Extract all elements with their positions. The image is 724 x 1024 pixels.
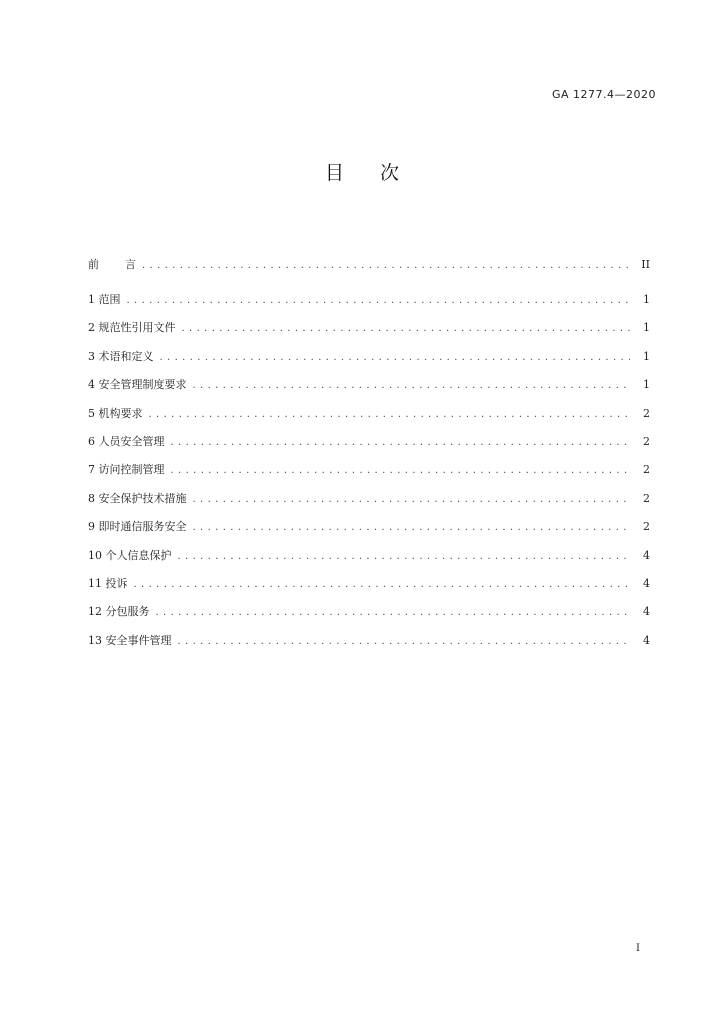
dot-leader — [156, 603, 631, 623]
toc-entry-label: 12 分包服务 — [88, 605, 150, 619]
page-number: I — [636, 943, 640, 954]
toc-entry-page: II — [641, 258, 650, 271]
table-of-contents — [88, 255, 650, 659]
dot-leader — [134, 575, 631, 595]
toc-entry-page: 1 — [643, 293, 650, 306]
dot-leader — [182, 319, 631, 339]
toc-entry-page: 2 — [643, 463, 650, 477]
toc-entry-terms[interactable] — [88, 347, 650, 375]
toc-entry-page: 1 — [643, 378, 650, 392]
toc-entry-label: 2 规范性引用文件 — [88, 321, 176, 335]
toc-entry-label: 1 范围 — [88, 293, 121, 306]
page-title — [0, 158, 724, 185]
dot-leader — [193, 376, 631, 396]
toc-entry-page: 4 — [643, 548, 650, 562]
toc-entry-label: 3 术语和定义 — [88, 349, 154, 363]
toc-entry-normative-references[interactable] — [88, 318, 650, 346]
title-part-1: 目 — [324, 162, 344, 184]
toc-entry-page: 2 — [643, 406, 650, 420]
toc-entry-page: 4 — [643, 605, 650, 619]
toc-entry-personnel[interactable] — [88, 432, 650, 460]
toc-entry-label: 10 个人信息保护 — [88, 548, 172, 562]
toc-entry-complaints[interactable] — [88, 574, 650, 602]
toc-entry-label: 11 投诉 — [88, 576, 128, 590]
toc-entry-im-service[interactable] — [88, 517, 650, 545]
toc-entry-page: 2 — [643, 491, 650, 505]
dot-leader — [178, 632, 631, 652]
dot-leader — [171, 461, 631, 481]
toc-entry-label: 9 即时通信服务安全 — [88, 520, 187, 534]
toc-entry-incident-management[interactable] — [88, 631, 650, 659]
toc-entry-label — [88, 255, 136, 275]
toc-entry-page: 2 — [643, 520, 650, 534]
toc-entry-security-policy[interactable] — [88, 375, 650, 403]
toc-entry-page: 4 — [643, 633, 650, 647]
dot-leader — [127, 291, 631, 311]
toc-entry-label: 4 安全管理制度要求 — [88, 378, 187, 392]
dot-leader — [142, 256, 630, 276]
toc-entry-page: 4 — [643, 576, 650, 590]
toc-entry-label: 13 安全事件管理 — [88, 633, 172, 647]
toc-entry-organization[interactable] — [88, 404, 650, 432]
toc-entry-label: 8 安全保护技术措施 — [88, 491, 187, 505]
toc-label-char-1: 前 — [88, 258, 99, 271]
toc-entry-subcontracting[interactable] — [88, 602, 650, 630]
toc-entry-label: 6 人员安全管理 — [88, 434, 165, 448]
dot-leader — [178, 547, 631, 567]
toc-label-char-2: 言 — [125, 258, 136, 271]
toc-entry-page: 2 — [643, 434, 650, 448]
document-code: GA 1277.4—2020 — [551, 88, 656, 101]
toc-entry-label: 5 机构要求 — [88, 406, 143, 420]
title-part-2: 次 — [380, 162, 400, 184]
toc-entry-page: 1 — [643, 349, 650, 363]
toc-entry-access-control[interactable] — [88, 460, 650, 488]
dot-leader — [171, 433, 631, 453]
toc-entry-page: 1 — [643, 321, 650, 335]
dot-leader — [193, 518, 631, 538]
dot-leader — [149, 405, 631, 425]
toc-entry-label: 7 访问控制管理 — [88, 463, 165, 477]
toc-entry-scope[interactable] — [88, 290, 650, 318]
toc-entry-personal-info[interactable] — [88, 546, 650, 574]
dot-leader — [160, 348, 631, 368]
dot-leader — [193, 490, 631, 510]
toc-entry-technical-measures[interactable] — [88, 489, 650, 517]
toc-entry-foreword[interactable] — [88, 255, 650, 290]
